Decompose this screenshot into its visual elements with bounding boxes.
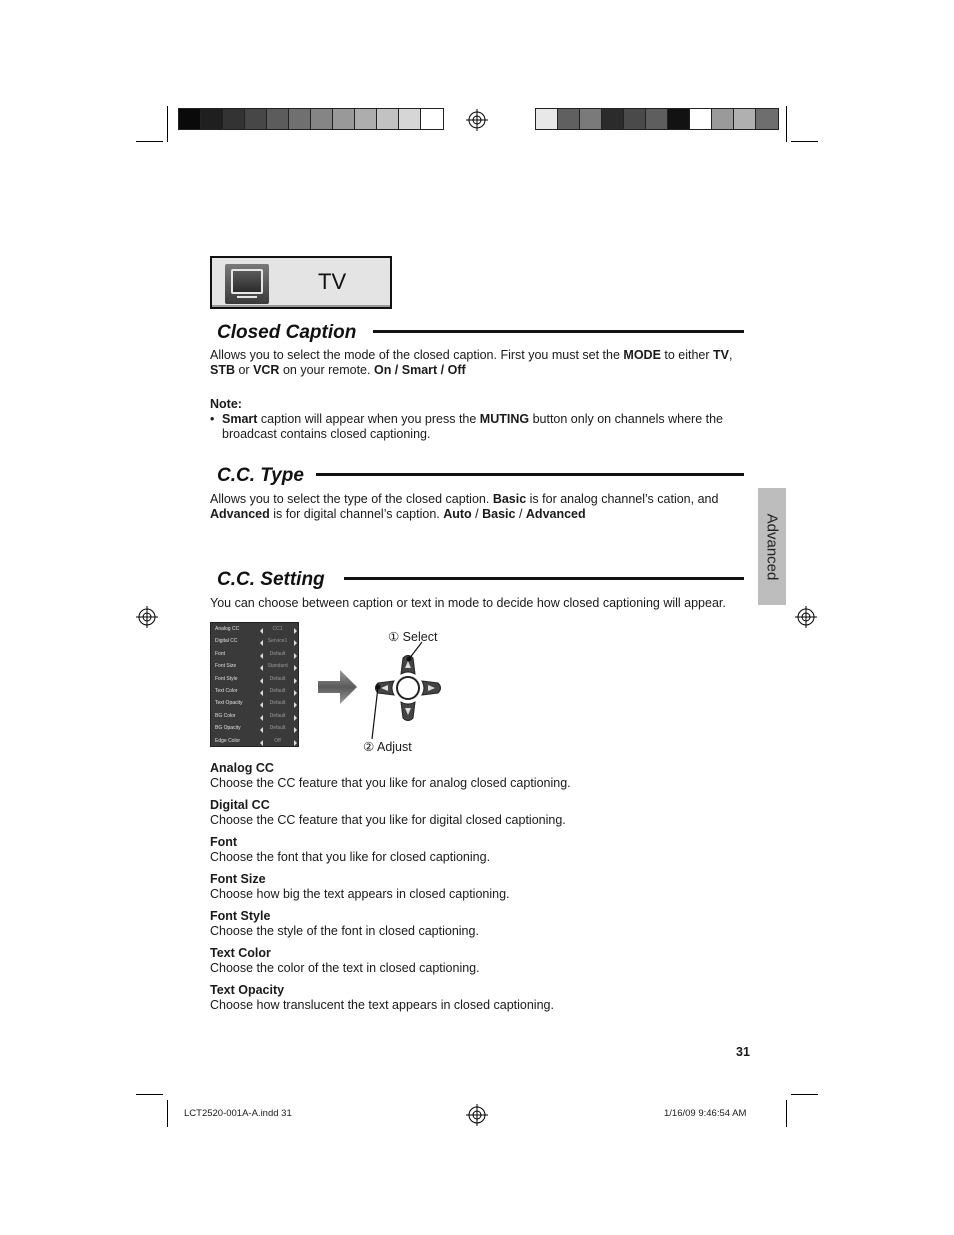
crop-mark <box>167 1100 168 1127</box>
osd-row-value: Standard <box>267 663 288 670</box>
osd-row-name: Analog CC <box>215 626 240 632</box>
select-callout: ① Select <box>388 630 438 644</box>
color-swatch <box>602 109 624 129</box>
triangle-left-icon <box>260 702 263 708</box>
tv-section-header <box>210 256 392 309</box>
color-swatch <box>267 109 289 129</box>
osd-row-value: Off <box>274 737 281 744</box>
triangle-right-icon <box>294 653 297 659</box>
setting-item-heading: Font Style <box>210 909 271 923</box>
color-swatch <box>245 109 267 129</box>
triangle-right-icon <box>294 665 297 671</box>
triangle-left-icon <box>260 690 263 696</box>
cc-type-title: C.C. Type <box>217 465 304 486</box>
color-swatch <box>668 109 690 129</box>
page-number: 31 <box>736 1045 750 1059</box>
color-swatch <box>377 109 399 129</box>
osd-row-value: Default <box>269 712 286 719</box>
triangle-left-icon <box>260 628 263 634</box>
closed-caption-description: Allows you to select the mode of the closed caption. First you must set the MODE to either TV, STB or VCR on your remote. On / Smart / Off <box>210 348 733 377</box>
osd-row-name: Font Size <box>215 663 237 670</box>
setting-item-description: Choose the style of the font in closed captioning. <box>210 924 479 938</box>
color-swatch <box>289 109 311 129</box>
color-swatch <box>311 109 333 129</box>
color-swatch <box>690 109 712 129</box>
setting-item-heading: Analog CC <box>210 761 274 775</box>
color-swatch <box>399 109 421 129</box>
osd-row-name: Text Opacity <box>215 700 243 707</box>
setting-item <box>210 909 750 939</box>
osd-row-value: Default <box>269 725 286 732</box>
registration-mark-icon <box>136 606 158 628</box>
advanced-side-tab: Advanced <box>758 488 786 605</box>
triangle-right-icon <box>294 727 297 733</box>
osd-menu-row <box>211 724 298 736</box>
footer-timestamp: 1/16/09 9:46:54 AM <box>664 1108 747 1119</box>
triangle-right-icon <box>294 628 297 634</box>
setting-item <box>210 946 750 976</box>
triangle-left-icon <box>260 727 263 733</box>
color-swatch <box>333 109 355 129</box>
osd-row-value: Default <box>269 688 286 694</box>
osd-row-name: Edge Color <box>215 737 241 744</box>
setting-item <box>210 835 750 865</box>
setting-item <box>210 872 750 902</box>
footer-file-name: LCT2520-001A-A.indd 31 <box>184 1108 292 1119</box>
setting-item-description: Choose the CC feature that you like for digital closed captioning. <box>210 813 566 827</box>
osd-menu-row <box>211 662 298 674</box>
osd-row-name: Text Color <box>215 688 238 694</box>
setting-item <box>210 798 750 828</box>
osd-row-value: Default <box>269 700 286 707</box>
registration-mark-icon <box>466 109 488 131</box>
color-swatch <box>624 109 646 129</box>
cc-setting-osd-menu <box>210 622 299 747</box>
osd-row-name: Font Style <box>215 675 238 682</box>
color-swatch <box>421 109 443 129</box>
setting-item-description: Choose how translucent the text appears in closed captioning. <box>210 998 554 1012</box>
tv-screen-icon <box>225 264 269 304</box>
crop-mark <box>786 1100 787 1127</box>
triangle-right-icon <box>294 690 297 696</box>
triangle-right-icon <box>294 715 297 721</box>
setting-item-heading: Digital CC <box>210 798 270 812</box>
cc-type-description: Allows you to select the type of the closed caption. Basic is for analog channel’s cation, and Advanced is for digital channel’s caption. Auto / Basic / Advanced <box>210 492 719 521</box>
color-swatch <box>756 109 778 129</box>
osd-row-value: CC1 <box>272 626 283 632</box>
triangle-right-icon <box>294 740 297 746</box>
osd-menu-row <box>211 712 298 724</box>
color-swatch <box>558 109 580 129</box>
color-swatch <box>179 109 201 129</box>
setting-item <box>210 761 750 791</box>
osd-row-name: Digital CC <box>215 638 238 645</box>
setting-item-description: Choose the font that you like for closed captioning. <box>210 850 491 864</box>
section-rule <box>373 330 744 333</box>
crop-mark <box>791 141 818 142</box>
crop-mark <box>136 141 163 142</box>
triangle-left-icon <box>260 640 263 646</box>
tv-section-label: TV <box>318 269 347 294</box>
setting-item-heading: Text Color <box>210 946 271 960</box>
setting-item-heading: Text Opacity <box>210 983 285 997</box>
setting-item <box>210 983 750 1013</box>
triangle-left-icon <box>260 715 263 721</box>
triangle-right-icon <box>294 640 297 646</box>
color-calibration-bar-left <box>178 108 444 130</box>
triangle-left-icon <box>260 740 263 746</box>
triangle-right-icon <box>294 702 297 708</box>
color-swatch <box>646 109 668 129</box>
section-rule <box>344 577 744 580</box>
registration-mark-icon <box>466 1104 488 1126</box>
osd-row-value: Service1 <box>267 638 288 645</box>
osd-menu-row <box>211 650 298 662</box>
osd-row-name: Font <box>215 650 226 657</box>
triangle-right-icon <box>294 678 297 684</box>
setting-item-description: Choose the CC feature that you like for analog closed captioning. <box>210 776 571 790</box>
triangle-left-icon <box>260 678 263 684</box>
color-swatch <box>712 109 734 129</box>
osd-menu-row <box>211 687 298 699</box>
osd-row-value: Default <box>269 675 286 682</box>
adjust-callout: ② Adjust <box>363 740 412 754</box>
osd-row-name: BG Opacity <box>215 725 241 732</box>
crop-mark <box>786 106 787 142</box>
triangle-left-icon <box>260 665 263 671</box>
setting-item-heading: Font Size <box>210 872 266 886</box>
color-swatch <box>580 109 602 129</box>
osd-menu-row <box>211 699 298 711</box>
registration-mark-icon <box>795 606 817 628</box>
color-swatch <box>536 109 558 129</box>
osd-menu-row <box>211 737 298 749</box>
color-swatch <box>201 109 223 129</box>
color-swatch <box>734 109 756 129</box>
closed-caption-title: Closed Caption <box>217 322 357 343</box>
osd-menu-row <box>211 637 298 649</box>
osd-row-name: BG Color <box>215 712 236 719</box>
cc-setting-title: C.C. Setting <box>217 569 325 590</box>
setting-item-description: Choose the color of the text in closed captioning. <box>210 961 480 975</box>
setting-item-description: Choose how big the text appears in closed captioning. <box>210 887 510 901</box>
color-swatch <box>223 109 245 129</box>
callout-lines <box>365 640 425 742</box>
osd-row-value: Default <box>269 650 286 657</box>
crop-mark <box>136 1094 163 1095</box>
arrow-right-icon <box>318 670 358 704</box>
crop-mark <box>791 1094 818 1095</box>
setting-item-heading: Font <box>210 835 238 849</box>
cc-setting-description: You can choose between caption or text in mode to decide how closed captioning will appear. <box>210 596 726 610</box>
color-swatch <box>355 109 377 129</box>
crop-mark <box>167 106 168 142</box>
color-calibration-bar-right <box>535 108 779 130</box>
triangle-left-icon <box>260 653 263 659</box>
section-rule <box>316 473 744 476</box>
osd-menu-row <box>211 625 298 637</box>
osd-menu-row <box>211 675 298 687</box>
closed-caption-note: Note: • Smart caption will appear when you press the MUTING button only on channels where the broadcast contains closed captioning. <box>210 397 723 441</box>
